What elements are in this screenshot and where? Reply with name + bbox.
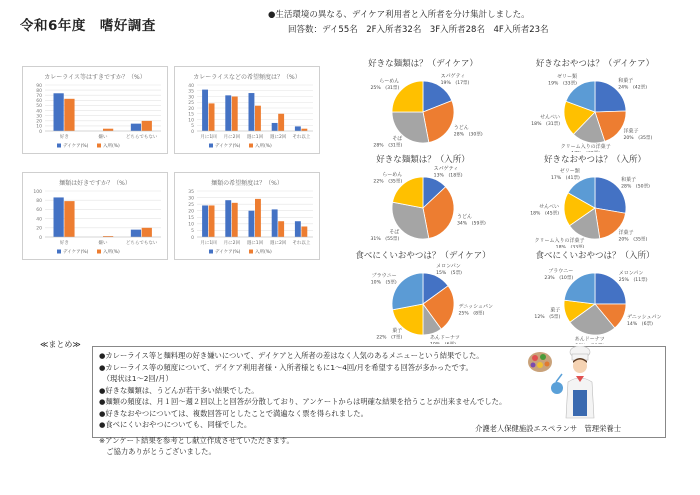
x-tick-label: それ以上	[292, 135, 311, 140]
summary-line: ●好きなおやつについては、複数回答可としたことで満遍なく票を得られました。	[99, 408, 368, 418]
y-tick-label: 20	[188, 209, 194, 215]
y-tick-label: 40	[36, 217, 42, 223]
y-tick-label: 5	[191, 124, 194, 130]
legend-label: デイケア(%)	[63, 250, 89, 255]
chart-title: カレーライスなどの希望頻度は？（%）	[193, 74, 301, 81]
slice-label: せんべい	[540, 114, 561, 121]
bar	[255, 199, 261, 237]
bar-chart-noodle-like	[22, 172, 168, 260]
slice-label: らーめん	[379, 78, 400, 85]
slice-label: あんドーナツ	[429, 335, 460, 342]
y-tick-label: 80	[36, 199, 42, 204]
pie-chart-hard-nyusho	[510, 248, 680, 344]
y-tick-label: 30	[188, 95, 194, 101]
legend-label: デイケア(%)	[215, 250, 241, 255]
pie-chart-noodle-daycare	[338, 56, 508, 152]
bar	[278, 114, 284, 131]
bar	[209, 103, 215, 131]
slice-value: 12% (5票)	[534, 315, 561, 321]
slice-value: 19% (33票)	[548, 81, 577, 87]
x-tick-label: 週に2回	[270, 241, 287, 246]
legend-swatch	[209, 144, 213, 148]
chart-title: 食べにくいおやつは？（入所）	[535, 251, 655, 261]
y-tick-label: 35	[188, 89, 194, 95]
bar	[142, 121, 152, 131]
y-tick-label: 70	[36, 94, 42, 100]
bar	[301, 129, 307, 131]
chef-illustration-icon	[526, 346, 610, 420]
slice-label: ゼリー類	[556, 74, 577, 81]
slice-label: 菓子	[550, 307, 561, 314]
bar-chart-svg	[175, 67, 319, 153]
bar	[209, 205, 215, 237]
slice-value: 28% (30票)	[453, 132, 483, 138]
x-tick-label: どちらでもない	[125, 241, 158, 246]
bar	[142, 228, 152, 237]
bar	[54, 197, 64, 237]
slice-label: デニッシュパン	[627, 314, 662, 321]
slice-label: そば	[392, 136, 403, 143]
slice-label: 菓子	[392, 328, 403, 335]
pie-slice	[392, 273, 423, 310]
pie-chart-svg	[338, 248, 508, 344]
bar	[64, 201, 74, 237]
chart-title: 麺類の希望頻度は？（%）	[211, 180, 283, 187]
y-tick-label: 30	[36, 114, 42, 120]
x-tick-label: 月に1回	[200, 241, 217, 246]
slice-label: うどん	[453, 124, 469, 131]
pie-chart-snack-nyusho	[510, 152, 680, 248]
slice-value: 23% (10票)	[544, 276, 574, 282]
slice-label: スパゲティ	[433, 166, 459, 173]
slice-label: 洋菓子	[618, 229, 634, 236]
signature: 介護老人保健施設エスペランサ 管理栄養士	[475, 423, 621, 433]
bar-chart-svg	[23, 173, 167, 259]
bar	[278, 221, 284, 237]
slice-value: 25% (11票)	[618, 277, 648, 283]
slice-value: 17% (41票)	[550, 175, 580, 181]
bar	[295, 221, 301, 237]
slice-value: 31% (55票)	[370, 237, 400, 243]
summary-line: （現状は1～2回/月）	[99, 374, 173, 383]
summary-line: ※アンケート結果を参考とし献立作成させていただきます。	[99, 435, 294, 445]
y-tick-label: 25	[188, 101, 194, 107]
y-tick-label: 15	[188, 112, 194, 118]
bar-chart-curry-like	[22, 66, 168, 154]
summary-line: ご協力ありがとうございました。	[99, 447, 216, 456]
slice-value: 22% (7票)	[376, 335, 403, 341]
slice-label: 和菓子	[618, 77, 634, 84]
slice-value: 34% (59票)	[456, 221, 486, 227]
y-tick-label: 100	[33, 189, 42, 195]
slice-label: クリーム入りの洋菓子	[534, 237, 585, 244]
legend-label: デイケア(%)	[215, 144, 241, 149]
legend-swatch	[57, 144, 61, 148]
summary-line: ●好きな麺類は、うどんが若干多い結果でした。	[99, 385, 259, 395]
y-tick-label: 15	[188, 216, 194, 222]
slice-label: せんべい	[539, 203, 560, 210]
x-tick-label: 週に1回	[246, 241, 264, 246]
bar-chart-curry-freq	[174, 66, 320, 154]
bar	[225, 200, 231, 237]
slice-label: ゼリー類	[559, 168, 580, 175]
summary-line: ●カレーライス等の頻度について、デイケア利用者様・入所者様ともに1～4回/月を希望する回答が多かったです。	[99, 362, 473, 372]
slice-value: 25% (31票)	[370, 85, 400, 91]
bar-chart-svg	[23, 67, 167, 153]
y-tick-label: 5	[191, 229, 194, 235]
slice-label: ブラウニー	[371, 273, 397, 280]
bar	[232, 97, 238, 132]
summary-line: ●麺類の頻度は、月１回～週２回以上と回答が分散しており、アンケートからは明確な結果を拾うことが出来ませんでした。	[99, 397, 507, 406]
y-tick-label: 90	[36, 83, 42, 89]
x-tick-label: 嫌い	[98, 135, 108, 140]
x-tick-label: 好き	[59, 135, 69, 140]
y-tick-label: 0	[39, 235, 42, 241]
slice-label: ブラウニー	[548, 268, 574, 275]
slice-label: メロンパン	[436, 263, 461, 270]
chart-title: 好きなおやつは？（入所）	[543, 155, 647, 165]
legend-swatch	[249, 250, 253, 254]
y-tick-label: 20	[36, 119, 42, 125]
x-tick-label: 好き	[59, 241, 69, 246]
bar	[54, 93, 64, 131]
y-tick-label: 40	[188, 83, 194, 89]
y-tick-label: 10	[36, 124, 42, 130]
slice-value: 14% (6票)	[627, 322, 653, 328]
page-title: 令和6年度 嗜好調査	[20, 18, 156, 34]
bar-chart-svg	[175, 173, 319, 259]
bar	[249, 93, 255, 131]
x-tick-label: 嫌い	[98, 241, 108, 246]
pie-chart-svg	[510, 152, 680, 248]
slice-label: うどん	[456, 214, 472, 221]
y-tick-label: 10	[188, 118, 194, 124]
summary-line: ●食べにくいおやつについても、同様でした。	[99, 420, 252, 429]
bar	[255, 106, 261, 131]
legend-label: 入所(%)	[255, 144, 272, 149]
y-tick-label: 80	[36, 88, 42, 94]
pie-chart-hard-daycare	[338, 248, 508, 344]
slice-label: らーめん	[382, 171, 403, 178]
bar-chart-noodle-freq	[174, 172, 320, 260]
pie-chart-noodle-nyusho	[338, 152, 508, 248]
pie-chart-svg	[510, 248, 680, 344]
y-tick-label: 0	[191, 235, 194, 241]
intro-line-2: 回答数：デイ55名 2F入所者32名 3F入所者28名 4F入所者23名	[288, 25, 549, 35]
bar	[131, 124, 141, 131]
intro-line-1: ●生活環境の異なる、デイケア利用者と入所者を分け集計しました。	[268, 10, 530, 20]
chart-title: 好きなおやつは？（デイケア）	[535, 59, 655, 69]
legend-swatch	[57, 250, 61, 254]
legend-swatch	[97, 144, 101, 148]
pie-chart-svg	[338, 152, 508, 248]
slice-label: そば	[389, 229, 400, 236]
slice-value: 20% (35票)	[623, 135, 653, 141]
pie-chart-snack-daycare	[510, 56, 680, 152]
y-tick-label: 20	[36, 226, 42, 232]
legend-swatch	[209, 250, 213, 254]
slice-label: あんドーナツ	[574, 336, 605, 343]
chart-title: 好きな麺類は？（入所）	[376, 155, 470, 165]
summary-heading: ≪まとめ≫	[40, 340, 81, 349]
slice-label: メロンパン	[618, 270, 644, 277]
y-tick-label: 60	[36, 208, 42, 214]
slice-value	[430, 341, 456, 344]
x-tick-label: 月に2回	[223, 135, 240, 140]
slice-value: 25% (8票)	[458, 311, 485, 317]
survey-intro	[268, 8, 549, 38]
pie-chart-svg	[338, 56, 508, 152]
y-tick-label: 40	[36, 109, 42, 115]
legend-label: デイケア(%)	[63, 144, 89, 149]
y-tick-label: 30	[188, 196, 194, 202]
legend-swatch	[249, 144, 253, 148]
legend-label: 入所(%)	[103, 250, 120, 255]
slice-value: 13% (18票)	[433, 173, 463, 179]
x-tick-label: 週に1回	[246, 135, 264, 140]
y-tick-label: 20	[188, 106, 194, 112]
slice-value: 28% (31票)	[373, 143, 403, 149]
slice-value: 24% (42票)	[618, 85, 648, 91]
y-tick-label: 0	[191, 129, 194, 135]
legend-label: 入所(%)	[103, 144, 120, 149]
slice-value: 15% (5票)	[436, 270, 462, 276]
slice-value: 19% (17票)	[440, 81, 470, 87]
pie-chart-svg	[510, 56, 680, 152]
chart-title: 食べにくいおやつは？（デイケア）	[355, 251, 491, 261]
x-tick-label: 月に2回	[223, 241, 240, 246]
slice-label: デニッシュパン	[458, 304, 493, 311]
bar	[301, 226, 307, 237]
slice-value: 18% (31票)	[531, 122, 561, 128]
bar	[295, 126, 301, 131]
bar	[272, 123, 278, 131]
slice-label: クリーム入りの洋菓子	[560, 144, 611, 151]
y-tick-label: 25	[188, 202, 194, 208]
slice-label: 洋菓子	[623, 128, 639, 135]
x-tick-label: どちらでもない	[125, 135, 158, 140]
slice-value: 18% (33票)	[555, 245, 585, 248]
chart-title: 好きな麺類は？（デイケア）	[368, 59, 478, 69]
bar	[225, 95, 231, 131]
legend-swatch	[97, 250, 101, 254]
slice-value: 20% (35票)	[618, 237, 648, 243]
slice-label: 和菓子	[621, 176, 637, 183]
bar	[232, 203, 238, 237]
x-tick-label: それ以上	[292, 241, 311, 246]
slice-value: 18% (45票)	[530, 211, 560, 217]
y-tick-label: 10	[188, 222, 194, 228]
bar	[131, 230, 141, 237]
bar	[249, 211, 255, 237]
y-tick-label: 0	[39, 129, 42, 135]
chart-title: カレーライス等はすきですか？（%）	[44, 74, 146, 81]
bar	[272, 209, 278, 237]
x-tick-label: 月に1回	[200, 135, 217, 140]
legend-label: 入所(%)	[255, 250, 272, 255]
slice-value: 28% (50票)	[621, 184, 650, 190]
slice-label: スパゲティ	[440, 73, 466, 80]
slice-value: 22% (35票)	[373, 179, 403, 185]
slice-value: 10% (5票)	[370, 280, 397, 286]
bar	[64, 99, 74, 131]
y-tick-label: 35	[188, 189, 194, 195]
x-tick-label: 週に2回	[270, 135, 287, 140]
summary-line: ●カレーライス等と麺料理の好き嫌いについて、デイケアと入所者の差はなく人気のあるメニューという結果でした。	[99, 351, 484, 360]
chart-title: 麺類は好きですか？（%）	[59, 180, 131, 187]
bar	[202, 205, 208, 237]
y-tick-label: 50	[36, 104, 42, 110]
y-tick-label: 60	[36, 99, 42, 105]
bar	[103, 129, 113, 131]
bar	[202, 90, 208, 131]
